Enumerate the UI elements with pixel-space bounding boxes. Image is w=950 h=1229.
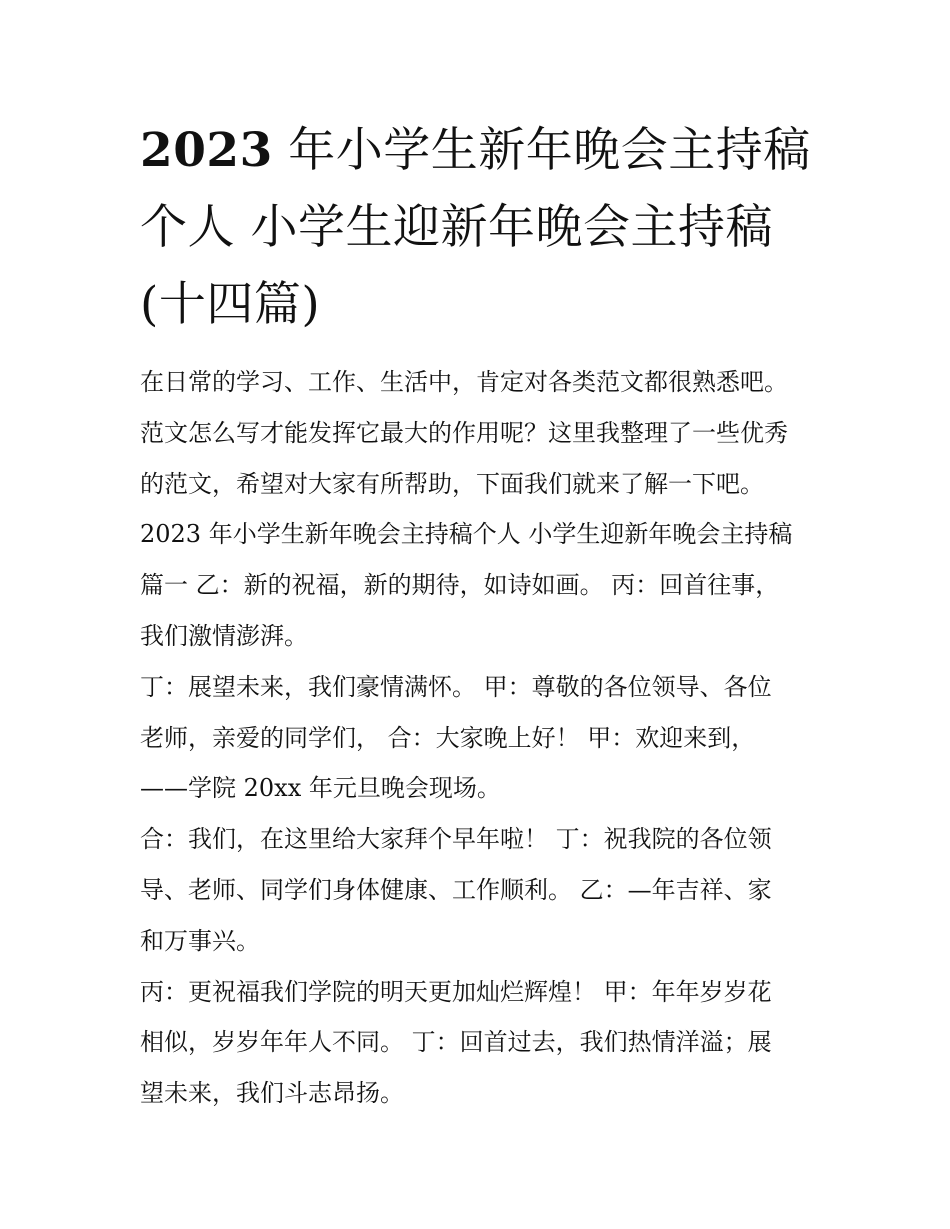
- body-line: 相似，岁岁年年人不同。 丁：回首过去，我们热情洋溢；展: [140, 1028, 772, 1057]
- body-line: 丁：展望未来，我们豪情满怀。 甲：尊敬的各位领导、各位: [140, 672, 772, 701]
- document-title: [140, 112, 820, 343]
- document-body: [140, 357, 820, 1119]
- title-line-1: [140, 112, 820, 189]
- body-line: 和万事兴。: [140, 926, 260, 955]
- body-line: ——学院 20xx 年元旦晚会现场。: [140, 774, 501, 803]
- body-line: 丙：更祝福我们学院的明天更加灿烂辉煌！ 甲：年年岁岁花: [140, 977, 772, 1006]
- title-year: 2023: [140, 123, 273, 178]
- body-line: 我们激情澎湃。: [140, 621, 308, 650]
- body-line: 在日常的学习、工作、生活中，肯定对各类范文都很熟悉吧。: [140, 368, 788, 396]
- body-line: 范文怎么写才能发挥它最大的作用呢？这里我整理了一些优秀: [140, 418, 788, 447]
- body-line: 2023 年小学生新年晚会主持稿个人 小学生迎新年晚会主持稿: [140, 520, 793, 549]
- body-line: 导、老师、同学们身体健康、工作顺利。 乙：—年吉祥、家: [140, 875, 772, 904]
- body-line: 篇一 乙：新的祝福，新的期待，如诗如画。 丙：回首往事，: [140, 571, 780, 600]
- title-line-3: (十四篇): [140, 277, 321, 332]
- body-line: 合：我们，在这里给大家拜个早年啦！ 丁：祝我院的各位领: [140, 825, 772, 854]
- title-line-2: 个人 小学生迎新年晚会主持稿: [140, 200, 773, 255]
- title-line-1-text: 年小学生新年晚会主持稿: [272, 123, 811, 178]
- body-line: 的范文，希望对大家有所帮助，下面我们就来了解一下吧。: [140, 469, 764, 498]
- body-line: 老师，亲爱的同学们， 合：大家晚上好！ 甲：欢迎来到，: [140, 723, 756, 752]
- body-line: 望未来，我们斗志昂扬。: [140, 1079, 404, 1108]
